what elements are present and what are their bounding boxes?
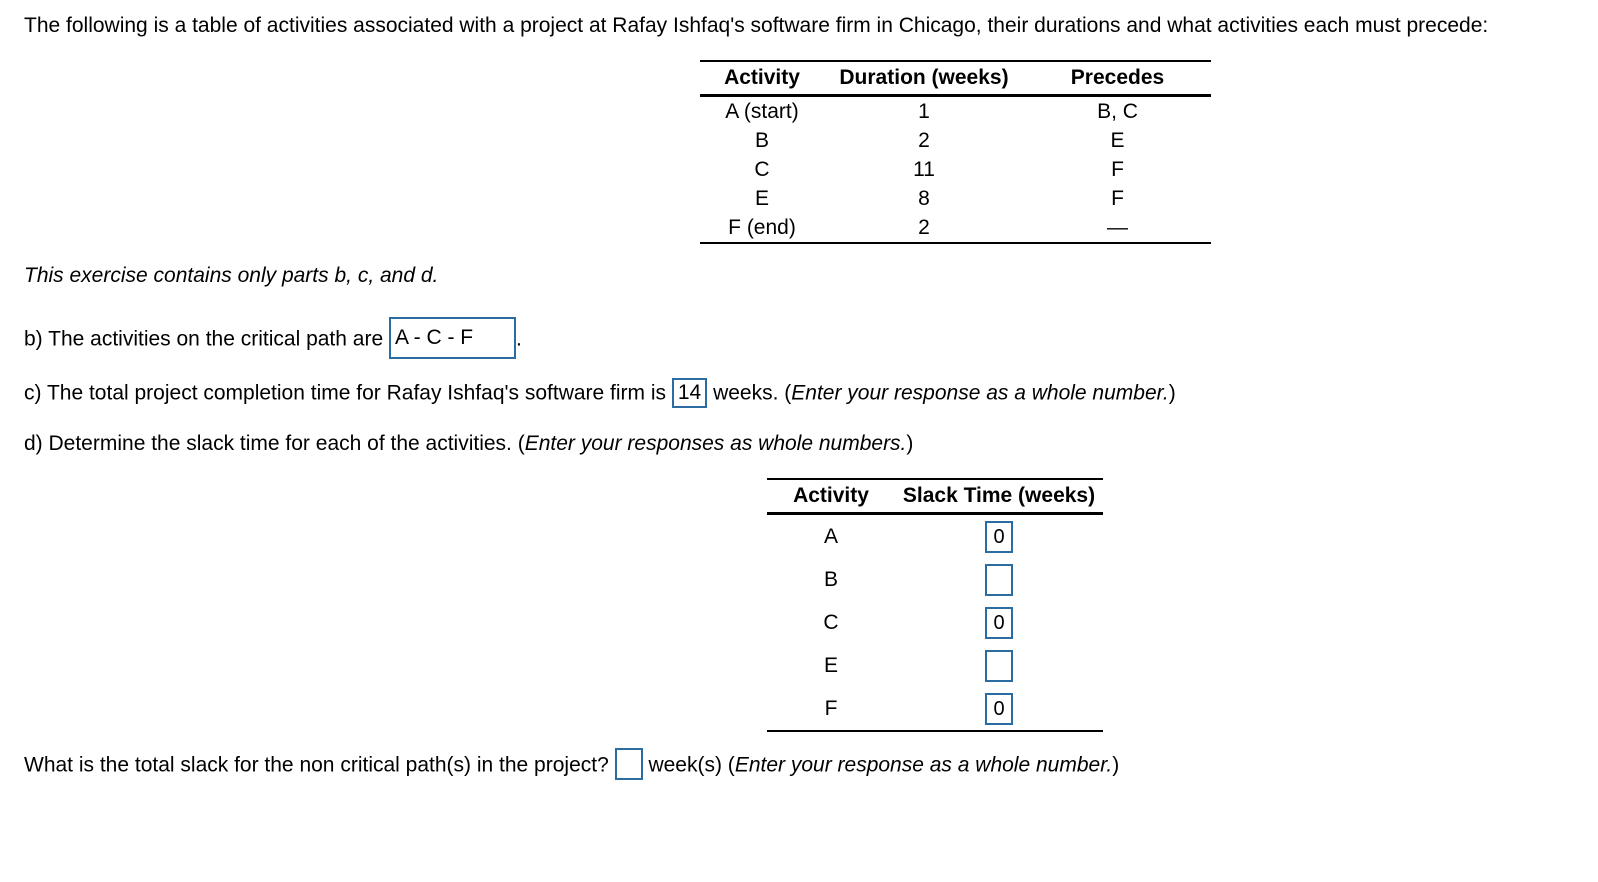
- question-c-suffix: weeks. (: [707, 381, 792, 405]
- intro-text: The following is a table of activities associated with a project at Rafay Ishfaq's software firm in Chicago, their durations and what activities each must precede:: [24, 14, 1489, 37]
- question-d-close: ): [906, 432, 914, 455]
- cell-activity: E: [823, 653, 838, 677]
- question-total-slack-close: ): [1112, 753, 1120, 777]
- slack-input-a[interactable]: 0: [985, 521, 1013, 553]
- col-header-activity: Activity: [767, 479, 895, 514]
- cell-slack: [895, 558, 1103, 601]
- cell-activity: B: [823, 567, 838, 591]
- cell-precedes: —: [1024, 213, 1211, 243]
- question-b-suffix: .: [515, 327, 522, 351]
- slack-input-c[interactable]: 0: [985, 607, 1013, 639]
- slack-input-e[interactable]: [985, 650, 1013, 682]
- cell-duration: 8: [918, 187, 930, 210]
- completion-time-input[interactable]: 14: [672, 378, 707, 408]
- cell-precedes: B, C: [1097, 100, 1138, 123]
- question-c-close: ): [1168, 381, 1176, 405]
- table-row: [767, 644, 1103, 687]
- cell-activity: C: [823, 610, 839, 634]
- slack-table: [767, 478, 1103, 732]
- total-slack-input[interactable]: [615, 748, 643, 780]
- cell-activity: B: [754, 129, 769, 152]
- question-d: [24, 432, 913, 456]
- cell-precedes: F: [1111, 187, 1124, 210]
- activity-table-header: [700, 61, 1211, 96]
- cell-activity: F: [767, 687, 895, 731]
- question-total-slack-suffix: week(s) (: [642, 753, 735, 777]
- question-d-text: d) Determine the slack time for each of the activities. (: [24, 432, 525, 455]
- col-header-duration: Duration (weeks): [824, 61, 1024, 96]
- table-row: [700, 184, 1211, 213]
- cell-duration: 11: [913, 158, 935, 181]
- slack-table-header: [767, 479, 1103, 514]
- question-c-text: c) The total project completion time for Rafay Ishfaq's software firm is: [24, 381, 667, 405]
- cell-activity: F (end): [700, 213, 824, 243]
- table-row: [700, 126, 1211, 155]
- cell-duration: 2: [918, 129, 930, 152]
- cell-slack: [895, 514, 1103, 559]
- table-row: [767, 687, 1103, 731]
- cell-slack: [895, 687, 1103, 731]
- table-row: [700, 213, 1211, 243]
- table-row: [700, 155, 1211, 184]
- cell-activity: C: [754, 158, 770, 181]
- question-c-instruction: Enter your response as a whole number.: [791, 381, 1169, 405]
- critical-path-input[interactable]: A - C - F: [389, 317, 516, 359]
- question-b-text: b) The activities on the critical path are: [24, 327, 384, 351]
- table-row: [700, 96, 1211, 127]
- table-row: [767, 601, 1103, 644]
- question-b: [24, 319, 522, 361]
- question-total-slack: [24, 750, 1119, 782]
- cell-precedes: F: [1111, 158, 1124, 181]
- col-header-activity: Activity: [700, 61, 824, 96]
- cell-duration: 2: [824, 213, 1024, 243]
- table-row: [767, 558, 1103, 601]
- cell-slack: [895, 601, 1103, 644]
- cell-activity: E: [754, 187, 769, 210]
- slack-input-b[interactable]: [985, 564, 1013, 596]
- cell-duration: 1: [918, 100, 930, 123]
- question-c: [24, 379, 1176, 409]
- activity-table: [700, 60, 1211, 244]
- cell-activity: A (start): [725, 100, 799, 123]
- exercise-note: This exercise contains only parts b, c, and d.: [24, 264, 439, 287]
- col-header-precedes: Precedes: [1024, 61, 1211, 96]
- question-total-slack-instruction: Enter your response as a whole number.: [734, 753, 1113, 777]
- cell-activity: A: [823, 524, 838, 548]
- cell-slack: [895, 644, 1103, 687]
- question-d-instruction: Enter your responses as whole numbers.: [524, 432, 907, 455]
- question-total-slack-text: What is the total slack for the non critical path(s) in the project?: [24, 753, 609, 777]
- slack-input-f[interactable]: 0: [985, 693, 1013, 725]
- table-row: [767, 514, 1103, 559]
- col-header-slack: Slack Time (weeks): [895, 479, 1103, 514]
- cell-precedes: E: [1110, 129, 1125, 152]
